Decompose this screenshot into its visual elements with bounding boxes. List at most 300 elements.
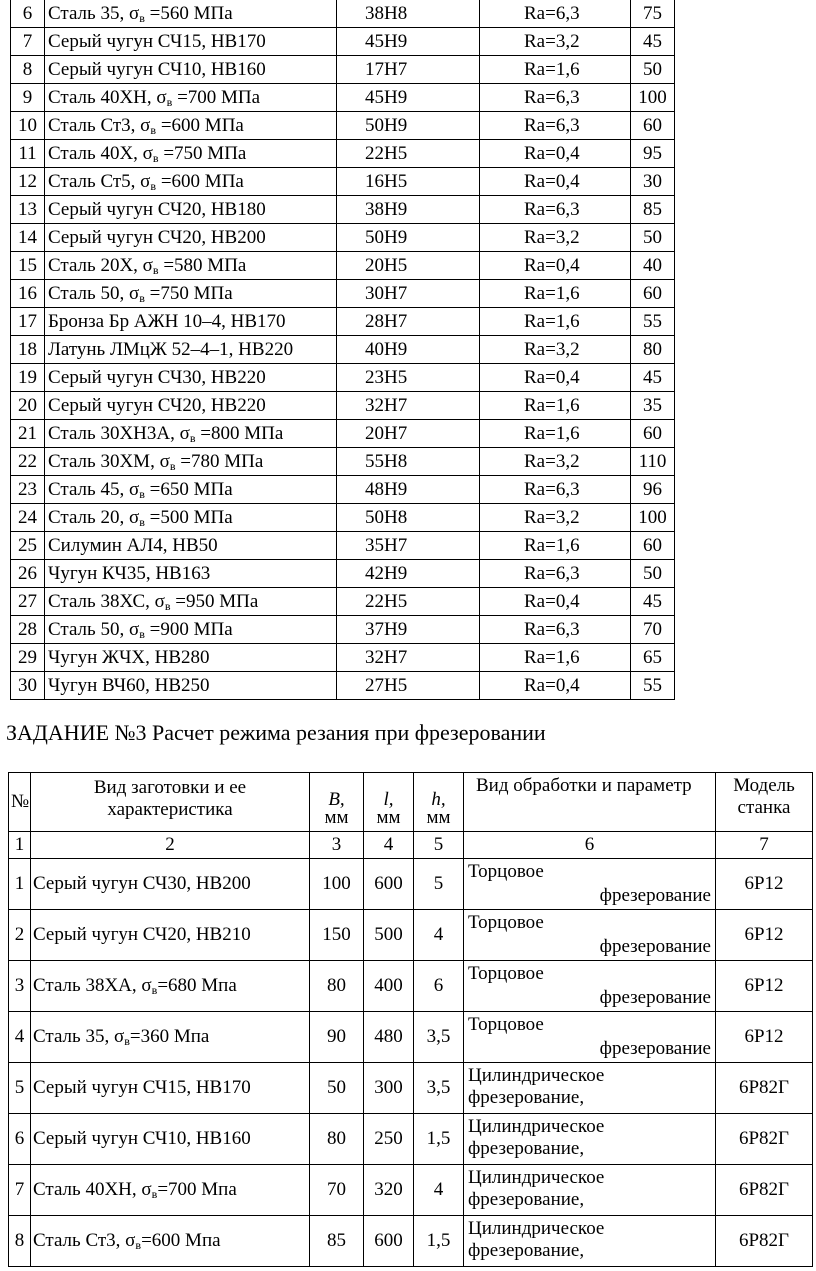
column-number: 2 [31, 832, 310, 859]
width-b-cell: 80 [310, 1114, 364, 1165]
width-b-cell: 90 [310, 1012, 364, 1063]
length-l-cell: 300 [364, 1063, 414, 1114]
processing-cell [464, 1216, 716, 1267]
material-cell [45, 560, 337, 588]
row-number: 4 [9, 1012, 31, 1063]
table-row [9, 859, 813, 910]
header-l-symbol: l, [383, 789, 394, 810]
material-name: Латунь ЛМцЖ 52–4–1, НВ220 [48, 339, 294, 360]
roughness-cell: Ra=0,4 [480, 588, 631, 616]
tolerance-cell: 20Н7 [337, 420, 480, 448]
material-strength: =560 МПа [144, 3, 233, 24]
row-number: 20 [11, 392, 45, 420]
processing-type: Цилиндрическое [468, 1116, 605, 1137]
material-name: Чугун КЧ35, НВ163 [48, 563, 211, 584]
table-row [11, 0, 675, 28]
material-strength: =800 МПа [195, 423, 284, 444]
table-row [11, 644, 675, 672]
material-name: Сталь 40Х, σ [48, 143, 153, 164]
material-name: Сталь 50, σ [48, 619, 140, 640]
column-number: 5 [414, 832, 464, 859]
workpiece-name: Сталь Ст3, σ [33, 1230, 136, 1251]
material-cell [45, 140, 337, 168]
table-row [9, 1165, 813, 1216]
length-l-cell: 500 [364, 910, 414, 961]
tolerance-cell: 17Н7 [337, 56, 480, 84]
sigma-subscript: в [151, 983, 158, 997]
material-cell [45, 56, 337, 84]
table-row [9, 1063, 813, 1114]
roughness-cell: Ra=6,3 [480, 476, 631, 504]
roughness-cell: Ra=6,3 [480, 0, 631, 28]
milling-task-table [8, 772, 813, 1267]
processing-type: Цилиндрическое [468, 1065, 605, 1086]
sigma-subscript: в [164, 599, 171, 613]
depth-h-cell: 4 [414, 910, 464, 961]
table-row [11, 392, 675, 420]
material-strength: =950 МПа [170, 591, 259, 612]
row-number: 19 [11, 364, 45, 392]
header-workpiece: Вид заготовки и ее характеристика [31, 773, 310, 832]
material-strength: =600 МПа [156, 171, 244, 192]
workpiece-name: Серый чугун СЧ10, НВ160 [33, 1128, 251, 1149]
header-b-symbol: B, [328, 789, 345, 810]
row-number: 15 [11, 252, 45, 280]
material-cell [45, 84, 337, 112]
table-row [11, 112, 675, 140]
material-cell [45, 420, 337, 448]
workpiece-name: Сталь 40ХН, σ [33, 1179, 152, 1200]
processing-type: Торцовое [468, 963, 544, 984]
tolerance-cell: 16Н5 [337, 168, 480, 196]
depth-h-cell: 1,5 [414, 1114, 464, 1165]
machine-model-cell: 6Р12 [716, 859, 813, 910]
depth-h-cell: 3,5 [414, 1063, 464, 1114]
value-cell: 35 [631, 392, 675, 420]
material-cell [45, 0, 337, 28]
material-strength: =500 МПа [144, 507, 233, 528]
material-name: Серый чугун СЧ20, НВ180 [48, 199, 266, 220]
tolerance-cell: 20Н5 [337, 252, 480, 280]
sigma-subscript: в [139, 627, 145, 641]
roughness-cell: Ra=6,3 [480, 196, 631, 224]
tolerance-cell: 55Н8 [337, 448, 480, 476]
material-name: Сталь Ст5, σ [48, 171, 151, 192]
column-number: 6 [464, 832, 716, 859]
material-strength: =580 МПа [158, 255, 247, 276]
tolerance-cell: 50Н9 [337, 224, 480, 252]
processing-kind: фрезерование, [468, 1087, 585, 1108]
roughness-cell: Ra=6,3 [480, 560, 631, 588]
material-cell [45, 364, 337, 392]
row-number: 6 [11, 0, 45, 28]
header-h-symbol: h, [431, 789, 446, 810]
processing-kind: фрезерование [599, 987, 711, 1008]
material-name: Сталь Ст3, σ [48, 115, 151, 136]
workpiece-strength: =680 Мпа [157, 975, 237, 996]
sigma-subscript: в [152, 151, 159, 165]
length-l-cell: 400 [364, 961, 414, 1012]
table-row [11, 504, 675, 532]
machine-model-cell: 6Р82Г [716, 1216, 813, 1267]
depth-h-cell: 3,5 [414, 1012, 464, 1063]
sigma-subscript: в [150, 179, 157, 193]
header-h-unit: мм [426, 807, 451, 828]
tolerance-cell: 42Н9 [337, 560, 480, 588]
roughness-cell: Ra=0,4 [480, 364, 631, 392]
material-name: Сталь 30ХН3А, σ [48, 423, 190, 444]
table-row [9, 961, 813, 1012]
material-name: Серый чугун СЧ20, НВ200 [48, 227, 266, 248]
row-number: 13 [11, 196, 45, 224]
sigma-subscript: в [124, 1034, 130, 1048]
row-number: 7 [9, 1165, 31, 1216]
length-l-cell: 320 [364, 1165, 414, 1216]
value-cell: 80 [631, 336, 675, 364]
value-cell: 50 [631, 56, 675, 84]
table-row [9, 1012, 813, 1063]
table-row [11, 336, 675, 364]
task-3-heading: ЗАДАНИЕ №3 Расчет режима резания при фрезеровании [6, 720, 546, 745]
value-cell: 60 [631, 280, 675, 308]
material-cell [45, 476, 337, 504]
table-row [11, 588, 675, 616]
row-number: 6 [9, 1114, 31, 1165]
machine-model-cell: 6Р82Г [716, 1165, 813, 1216]
width-b-cell: 100 [310, 859, 364, 910]
tolerance-cell: 22Н5 [337, 588, 480, 616]
value-cell: 100 [631, 504, 675, 532]
material-name: Серый чугун СЧ20, НВ220 [48, 395, 266, 416]
material-name: Сталь 40ХН, σ [48, 87, 167, 108]
column-number-row [9, 832, 813, 859]
material-name: Сталь 30ХМ, σ [48, 451, 170, 472]
workpiece-name: Серый чугун СЧ30, НВ200 [33, 873, 251, 894]
row-number: 10 [11, 112, 45, 140]
header-width-b [310, 773, 364, 832]
material-strength: =780 МПа [175, 451, 264, 472]
material-name: Сталь 38ХС, σ [48, 591, 165, 612]
row-number: 30 [11, 672, 45, 700]
value-cell: 55 [631, 308, 675, 336]
workpiece-name: Сталь 38ХА, σ [33, 975, 152, 996]
sigma-subscript: в [150, 123, 157, 137]
material-cell [45, 308, 337, 336]
row-number: 3 [9, 961, 31, 1012]
material-strength: =750 МПа [158, 143, 247, 164]
row-number: 2 [9, 910, 31, 961]
length-l-cell: 480 [364, 1012, 414, 1063]
header-number: № [9, 773, 31, 832]
roughness-cell: Ra=3,2 [480, 336, 631, 364]
tolerance-cell: 27Н5 [337, 672, 480, 700]
row-number: 17 [11, 308, 45, 336]
roughness-cell: Ra=0,4 [480, 168, 631, 196]
width-b-cell: 70 [310, 1165, 364, 1216]
table-row [11, 252, 675, 280]
material-table-continued [10, 0, 675, 700]
roughness-cell: Ra=1,6 [480, 280, 631, 308]
processing-kind: фрезерование [599, 1038, 711, 1059]
machine-model-cell: 6Р12 [716, 961, 813, 1012]
row-number: 18 [11, 336, 45, 364]
processing-kind: фрезерование, [468, 1189, 585, 1210]
material-cell [45, 28, 337, 56]
depth-h-cell: 1,5 [414, 1216, 464, 1267]
processing-type: Цилиндрическое [468, 1167, 605, 1188]
material-name: Сталь 20Х, σ [48, 255, 153, 276]
value-cell: 75 [631, 0, 675, 28]
material-name: Сталь 20, σ [48, 507, 140, 528]
material-cell [45, 196, 337, 224]
sigma-subscript: в [152, 263, 159, 277]
tolerance-cell: 37Н9 [337, 616, 480, 644]
tolerance-cell: 50Н8 [337, 504, 480, 532]
table-row [11, 28, 675, 56]
sigma-subscript: в [169, 459, 176, 473]
column-number: 1 [9, 832, 31, 859]
width-b-cell: 50 [310, 1063, 364, 1114]
table-header-row [9, 773, 813, 832]
table-row [11, 448, 675, 476]
workpiece-cell [31, 1165, 310, 1216]
roughness-cell: Ra=3,2 [480, 448, 631, 476]
length-l-cell: 250 [364, 1114, 414, 1165]
roughness-cell: Ra=1,6 [480, 392, 631, 420]
width-b-cell: 80 [310, 961, 364, 1012]
machine-model-cell: 6Р12 [716, 910, 813, 961]
row-number: 24 [11, 504, 45, 532]
workpiece-cell [31, 1012, 310, 1063]
value-cell: 100 [631, 84, 675, 112]
workpiece-cell [31, 859, 310, 910]
header-processing: Вид обработки и параметр [464, 773, 716, 832]
value-cell: 50 [631, 560, 675, 588]
sigma-subscript: в [135, 1238, 142, 1252]
material-cell [45, 616, 337, 644]
row-number: 25 [11, 532, 45, 560]
value-cell: 40 [631, 252, 675, 280]
value-cell: 70 [631, 616, 675, 644]
roughness-cell: Ra=6,3 [480, 112, 631, 140]
material-name: Чугун ЖЧХ, НВ280 [48, 647, 210, 668]
sigma-subscript: в [189, 431, 196, 445]
row-number: 22 [11, 448, 45, 476]
width-b-cell: 85 [310, 1216, 364, 1267]
table-row [9, 1216, 813, 1267]
processing-cell [464, 961, 716, 1012]
machine-model-cell: 6Р82Г [716, 1114, 813, 1165]
row-number: 29 [11, 644, 45, 672]
row-number: 8 [9, 1216, 31, 1267]
roughness-cell: Ra=0,4 [480, 252, 631, 280]
column-number: 4 [364, 832, 414, 859]
roughness-cell: Ra=0,4 [480, 672, 631, 700]
value-cell: 60 [631, 532, 675, 560]
processing-type: Торцовое [468, 912, 544, 933]
material-strength: =700 МПа [172, 87, 261, 108]
workpiece-cell [31, 910, 310, 961]
material-strength: =900 МПа [144, 619, 233, 640]
table-row [11, 672, 675, 700]
material-name: Чугун ВЧ60, НВ250 [48, 675, 210, 696]
material-strength: =650 МПа [144, 479, 233, 500]
tolerance-cell: 38Н8 [337, 0, 480, 28]
roughness-cell: Ra=3,2 [480, 224, 631, 252]
material-cell [45, 532, 337, 560]
processing-cell [464, 910, 716, 961]
material-name: Серый чугун СЧ15, НВ170 [48, 31, 266, 52]
row-number: 11 [11, 140, 45, 168]
roughness-cell: Ra=1,6 [480, 420, 631, 448]
tolerance-cell: 50Н9 [337, 112, 480, 140]
material-name: Сталь 50, σ [48, 283, 140, 304]
material-cell [45, 672, 337, 700]
sigma-subscript: в [139, 515, 145, 529]
tolerance-cell: 48Н9 [337, 476, 480, 504]
processing-cell [464, 859, 716, 910]
material-cell [45, 644, 337, 672]
value-cell: 60 [631, 420, 675, 448]
column-number: 3 [310, 832, 364, 859]
workpiece-strength: =600 Мпа [141, 1230, 221, 1251]
material-cell [45, 448, 337, 476]
workpiece-strength: =360 Мпа [129, 1026, 210, 1047]
row-number: 1 [9, 859, 31, 910]
processing-type: Торцовое [468, 1014, 544, 1035]
material-name: Силумин АЛ4, НВ50 [48, 535, 218, 556]
value-cell: 45 [631, 28, 675, 56]
header-machine-model: Модель станка [716, 773, 813, 832]
table-row [11, 616, 675, 644]
tolerance-cell: 32Н7 [337, 644, 480, 672]
processing-kind: фрезерование [599, 885, 711, 906]
table-row [11, 532, 675, 560]
processing-cell [464, 1114, 716, 1165]
row-number: 14 [11, 224, 45, 252]
material-cell [45, 280, 337, 308]
table-row [11, 476, 675, 504]
machine-model-cell: 6Р82Г [716, 1063, 813, 1114]
value-cell: 45 [631, 364, 675, 392]
roughness-cell: Ra=1,6 [480, 56, 631, 84]
table-row [11, 196, 675, 224]
workpiece-name: Сталь 35, σ [33, 1026, 125, 1047]
table-row [11, 280, 675, 308]
processing-kind: фрезерование, [468, 1138, 585, 1159]
tolerance-cell: 35Н7 [337, 532, 480, 560]
roughness-cell: Ra=6,3 [480, 616, 631, 644]
row-number: 8 [11, 56, 45, 84]
tolerance-cell: 30Н7 [337, 280, 480, 308]
table-row [9, 910, 813, 961]
material-cell [45, 112, 337, 140]
material-name: Серый чугун СЧ30, НВ220 [48, 367, 266, 388]
tolerance-cell: 28Н7 [337, 308, 480, 336]
tolerance-cell: 40Н9 [337, 336, 480, 364]
value-cell: 110 [631, 448, 675, 476]
material-cell [45, 252, 337, 280]
roughness-cell: Ra=6,3 [480, 84, 631, 112]
table-row [11, 224, 675, 252]
sigma-subscript: в [139, 11, 145, 25]
tolerance-cell: 32Н7 [337, 392, 480, 420]
workpiece-cell [31, 961, 310, 1012]
material-cell [45, 504, 337, 532]
sigma-subscript: в [166, 95, 173, 109]
roughness-cell: Ra=0,4 [480, 140, 631, 168]
roughness-cell: Ra=1,6 [480, 532, 631, 560]
value-cell: 50 [631, 224, 675, 252]
sigma-subscript: в [139, 487, 145, 501]
processing-kind: фрезерование, [468, 1240, 585, 1261]
header-depth-h [414, 773, 464, 832]
table-row [11, 168, 675, 196]
length-l-cell: 600 [364, 859, 414, 910]
value-cell: 96 [631, 476, 675, 504]
tolerance-cell: 22Н5 [337, 140, 480, 168]
workpiece-name: Серый чугун СЧ15, НВ170 [33, 1077, 251, 1098]
machine-model-cell: 6Р12 [716, 1012, 813, 1063]
processing-cell [464, 1012, 716, 1063]
tolerance-cell: 38Н9 [337, 196, 480, 224]
material-cell [45, 588, 337, 616]
roughness-cell: Ra=3,2 [480, 28, 631, 56]
table-row [11, 420, 675, 448]
value-cell: 95 [631, 140, 675, 168]
processing-type: Цилиндрическое [468, 1218, 605, 1239]
tolerance-cell: 23Н5 [337, 364, 480, 392]
value-cell: 45 [631, 588, 675, 616]
row-number: 28 [11, 616, 45, 644]
tolerance-cell: 45Н9 [337, 84, 480, 112]
header-length-l [364, 773, 414, 832]
sigma-subscript: в [139, 291, 145, 305]
value-cell: 60 [631, 112, 675, 140]
table-row [9, 1114, 813, 1165]
workpiece-cell [31, 1216, 310, 1267]
row-number: 5 [9, 1063, 31, 1114]
material-name: Сталь 45, σ [48, 479, 140, 500]
row-number: 7 [11, 28, 45, 56]
row-number: 21 [11, 420, 45, 448]
table-row [11, 364, 675, 392]
table-row [11, 560, 675, 588]
header-l-unit: мм [376, 807, 401, 828]
roughness-cell: Ra=3,2 [480, 504, 631, 532]
workpiece-strength: =700 Мпа [157, 1179, 237, 1200]
row-number: 26 [11, 560, 45, 588]
workpiece-name: Серый чугун СЧ20, НВ210 [33, 924, 251, 945]
material-cell [45, 168, 337, 196]
value-cell: 55 [631, 672, 675, 700]
material-cell [45, 392, 337, 420]
value-cell: 65 [631, 644, 675, 672]
material-name: Бронза Бр АЖН 10–4, НВ170 [48, 311, 286, 332]
tolerance-cell: 45Н9 [337, 28, 480, 56]
value-cell: 30 [631, 168, 675, 196]
length-l-cell: 600 [364, 1216, 414, 1267]
processing-type: Торцовое [468, 861, 544, 882]
material-strength: =600 МПа [156, 115, 244, 136]
table-row [11, 140, 675, 168]
table-row [11, 308, 675, 336]
roughness-cell: Ra=1,6 [480, 644, 631, 672]
header-b-unit: мм [324, 807, 349, 828]
table-row [11, 56, 675, 84]
workpiece-cell [31, 1114, 310, 1165]
row-number: 12 [11, 168, 45, 196]
